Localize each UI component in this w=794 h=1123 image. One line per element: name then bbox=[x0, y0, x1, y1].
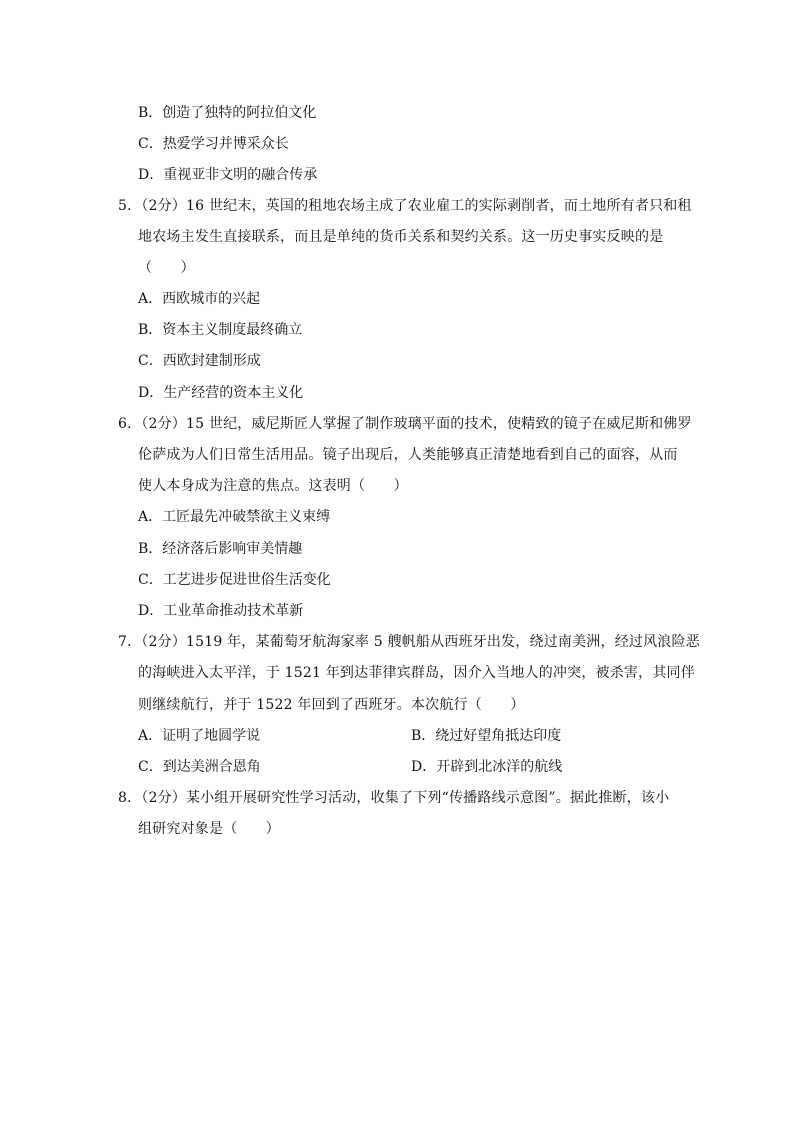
q7-stem-line-2: 的海峡进入太平洋，于 1521 年到达菲律宾群岛，因介入当地人的冲突，被杀害，其同伴 bbox=[138, 665, 695, 681]
q7-stem-line-1: 7．（2分）1519 年，某葡萄牙航海家率 5 艘帆船从西班牙出发，绕过南美洲，经过风浪险恶 bbox=[118, 634, 700, 650]
q6-option-c: C．工艺进步促进世俗生活变化 bbox=[138, 572, 331, 588]
q6-stem-line-2: 伦萨成为人们日常生活用品。镜子出现后，人类能够真正清楚地看到自己的面容，从而 bbox=[138, 447, 678, 463]
q6-option-d: D．工业革命推动技术革新 bbox=[138, 603, 304, 619]
q7-option-d: D．开辟到北冰洋的航线 bbox=[411, 759, 563, 775]
q5-stem-line-3: （ ） bbox=[138, 260, 195, 276]
q8-stem-line-2: 组研究对象是（ ） bbox=[138, 821, 280, 837]
q5-stem-line-1: 5．（2分）16 世纪末，英国的租地农场主成了农业雇工的实际剥削者，而土地所有者只和租 bbox=[118, 198, 692, 214]
q5-option-b: B．资本主义制度最终确立 bbox=[138, 322, 303, 338]
q5-option-c: C．西欧封建制形成 bbox=[138, 353, 261, 369]
q7-stem-line-3: 则继续航行，并于 1522 年回到了西班牙。本次航行（ ） bbox=[138, 697, 525, 713]
q7-option-c: C．到达美洲合恩角 bbox=[138, 759, 261, 775]
q7-option-b: B．绕过好望角抵达印度 bbox=[411, 728, 562, 744]
q6-stem-line-3: 使人本身成为注意的焦点。这表明（ ） bbox=[138, 478, 408, 494]
q4-option-d: D．重视亚非文明的融合传承 bbox=[138, 167, 318, 183]
q6-option-b: B．经济落后影响审美情趣 bbox=[138, 541, 303, 557]
q5-stem-line-2: 地农场主发生直接联系，而且是单纯的货币关系和契约关系。这一历史事实反映的是 bbox=[138, 229, 664, 245]
q5-option-d: D．生产经营的资本主义化 bbox=[138, 385, 304, 401]
q5-option-a: A．西欧城市的兴起 bbox=[138, 291, 261, 307]
q4-option-b: B．创造了独特的阿拉伯文化 bbox=[138, 105, 317, 121]
q7-option-a: A．证明了地圆学说 bbox=[138, 728, 261, 744]
q8-stem-line-1: 8．（2分）某小组开展研究性学习活动，收集了下列“传播路线示意图”。据此推断，该小 bbox=[118, 790, 670, 806]
q4-option-c: C．热爱学习并博采众长 bbox=[138, 136, 289, 152]
q6-option-a: A．工匠最先冲破禁欲主义束缚 bbox=[138, 509, 331, 525]
q6-stem-line-1: 6．（2分）15 世纪，威尼斯匠人掌握了制作玻璃平面的技术，使精致的镜子在威尼斯和佛罗 bbox=[118, 416, 692, 432]
